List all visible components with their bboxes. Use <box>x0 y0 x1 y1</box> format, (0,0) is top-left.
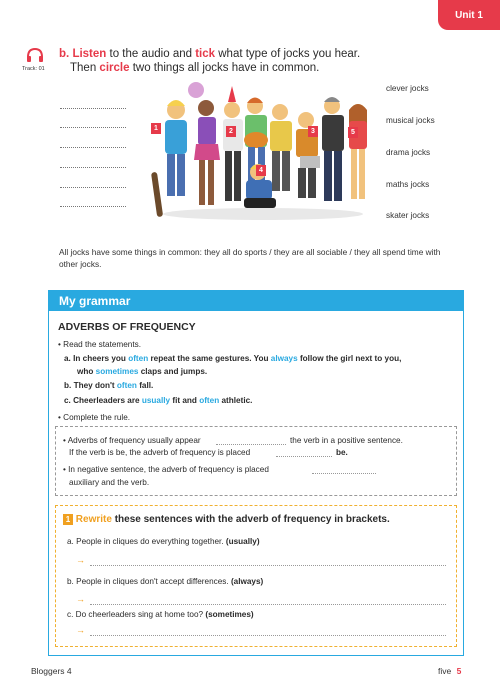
rule-1c: If the verb is be, the adverb of frequency is placed <box>69 448 251 457</box>
text: They don't <box>73 381 115 390</box>
item-text: People in cliques do everything together. <box>76 537 224 546</box>
keyword-circle: circle <box>99 62 130 74</box>
grammar-bar <box>49 291 463 311</box>
exercise-title <box>63 514 390 525</box>
unit-tab: Unit 1 <box>438 0 500 30</box>
instruction-text: to the audio and <box>109 48 193 60</box>
instruction-text: what type of jocks you hear. <box>218 48 361 60</box>
circle-instruction <box>70 61 319 75</box>
grammar-box <box>48 290 464 656</box>
exercise-instruction: these sentences with the adverb of frequency in brackets. <box>114 514 390 525</box>
answer-line[interactable] <box>60 187 126 188</box>
text: In cheers you <box>73 354 126 363</box>
text: Cheerleaders are <box>73 396 140 405</box>
common-things-sentence[interactable]: All jocks have some things in common: they all do sports / they are all sociable / they all spend time with other jocks. <box>59 247 441 269</box>
exercise-item-b <box>67 576 263 587</box>
exercise-item-c <box>67 609 254 620</box>
complete-rule: • Complete the rule. <box>58 413 131 422</box>
rule-2: • In negative sentence, the adverb of frequency is placed <box>63 465 269 474</box>
headphones-icon[interactable] <box>26 47 44 63</box>
read-statements: • Read the statements. <box>58 340 141 349</box>
item-hint: (sometimes) <box>205 610 254 619</box>
text: repeat the same gestures. You <box>150 354 269 363</box>
instruction-text: two things all jocks have in common. <box>132 62 320 74</box>
answer-line[interactable] <box>60 127 126 128</box>
item-text: People in cliques don't accept differences. <box>76 577 229 586</box>
keyword-rewrite: Rewrite <box>75 514 112 525</box>
item-hint: (usually) <box>225 537 260 546</box>
item-label: c. <box>67 610 74 619</box>
grammar-title: My grammar <box>59 294 131 308</box>
instruction-text: Then <box>70 62 97 74</box>
answer-line[interactable] <box>60 147 126 148</box>
keyword-listen: Listen <box>72 48 107 60</box>
adverb-highlight: sometimes <box>95 367 139 376</box>
item-letter: b. <box>59 48 70 60</box>
item-text: Do cheerleaders sing at home too? <box>75 610 204 619</box>
text: claps and jumps. <box>140 367 208 376</box>
exercise-number: 1 <box>63 514 73 525</box>
exercise-box <box>55 505 457 647</box>
figure-number-4: 4 <box>256 165 266 176</box>
item-label: a. <box>64 354 71 363</box>
jock-type-musical[interactable]: musical jocks <box>386 116 435 125</box>
answer-line[interactable] <box>90 565 446 566</box>
rule-1b: the verb in a positive sentence. <box>290 436 403 445</box>
text: who <box>77 367 94 376</box>
rule-blank[interactable] <box>276 456 332 457</box>
arrow-icon: → <box>76 594 85 604</box>
jock-type-skater[interactable]: skater jocks <box>386 211 430 220</box>
text: athletic. <box>221 396 253 405</box>
statement-a <box>64 353 454 364</box>
adverb-highlight: often <box>199 396 220 405</box>
item-hint: (always) <box>230 577 264 586</box>
complete-label: Complete the rule. <box>63 413 131 422</box>
rule-2b: auxiliary and the verb. <box>69 478 150 487</box>
page-word: five <box>438 666 452 676</box>
statement-a-cont <box>77 366 207 377</box>
item-label: a. <box>67 537 74 546</box>
keyword-tick: tick <box>195 48 216 60</box>
adverb-highlight: often <box>128 354 149 363</box>
rule-box <box>55 426 457 496</box>
answer-line[interactable] <box>60 206 126 207</box>
rule-1: • Adverbs of frequency usually appear <box>63 436 201 445</box>
rule-blank[interactable] <box>312 473 376 474</box>
item-label: b. <box>67 577 74 586</box>
text: fall. <box>139 381 154 390</box>
rule-blank[interactable] <box>216 444 286 445</box>
book-title: Bloggers 4 <box>31 666 72 676</box>
figure-number-3: 3 <box>308 126 318 137</box>
item-label: c. <box>64 396 71 405</box>
rule-1d: be. <box>336 448 348 457</box>
jock-type-clever[interactable]: clever jocks <box>386 84 429 93</box>
adverb-highlight: often <box>116 381 137 390</box>
answer-line[interactable] <box>90 604 446 605</box>
exercise-item-a <box>67 536 260 547</box>
text: follow the girl next to you, <box>299 354 402 363</box>
jock-type-maths[interactable]: maths jocks <box>386 180 430 189</box>
item-label: b. <box>64 381 72 390</box>
adverb-highlight: usually <box>141 396 171 405</box>
statement-c <box>64 395 252 406</box>
text: In negative sentence, the adverb of frequency is placed <box>68 465 269 474</box>
track-label: Track: 01 <box>22 66 45 72</box>
page-num: 5 <box>456 666 462 676</box>
figure-number-1: 1 <box>151 123 161 134</box>
figure-number-2: 2 <box>226 126 236 137</box>
jocks-illustration <box>148 80 378 222</box>
statement-b <box>64 380 153 391</box>
adverb-highlight: always <box>270 354 298 363</box>
answer-line[interactable] <box>60 167 126 168</box>
text: fit and <box>172 396 197 405</box>
figure-number-5: 5 <box>348 127 358 138</box>
text: Adverbs of frequency usually appear <box>67 436 201 445</box>
answer-line[interactable] <box>90 635 446 636</box>
arrow-icon: → <box>76 625 85 635</box>
read-label: Read the statements. <box>63 340 141 349</box>
listen-instruction <box>59 47 360 61</box>
arrow-icon: → <box>76 555 85 565</box>
grammar-heading: ADVERBS OF FREQUENCY <box>58 321 196 333</box>
answer-line[interactable] <box>60 108 126 109</box>
jock-type-drama[interactable]: drama jocks <box>386 148 431 157</box>
page-number <box>438 666 461 676</box>
